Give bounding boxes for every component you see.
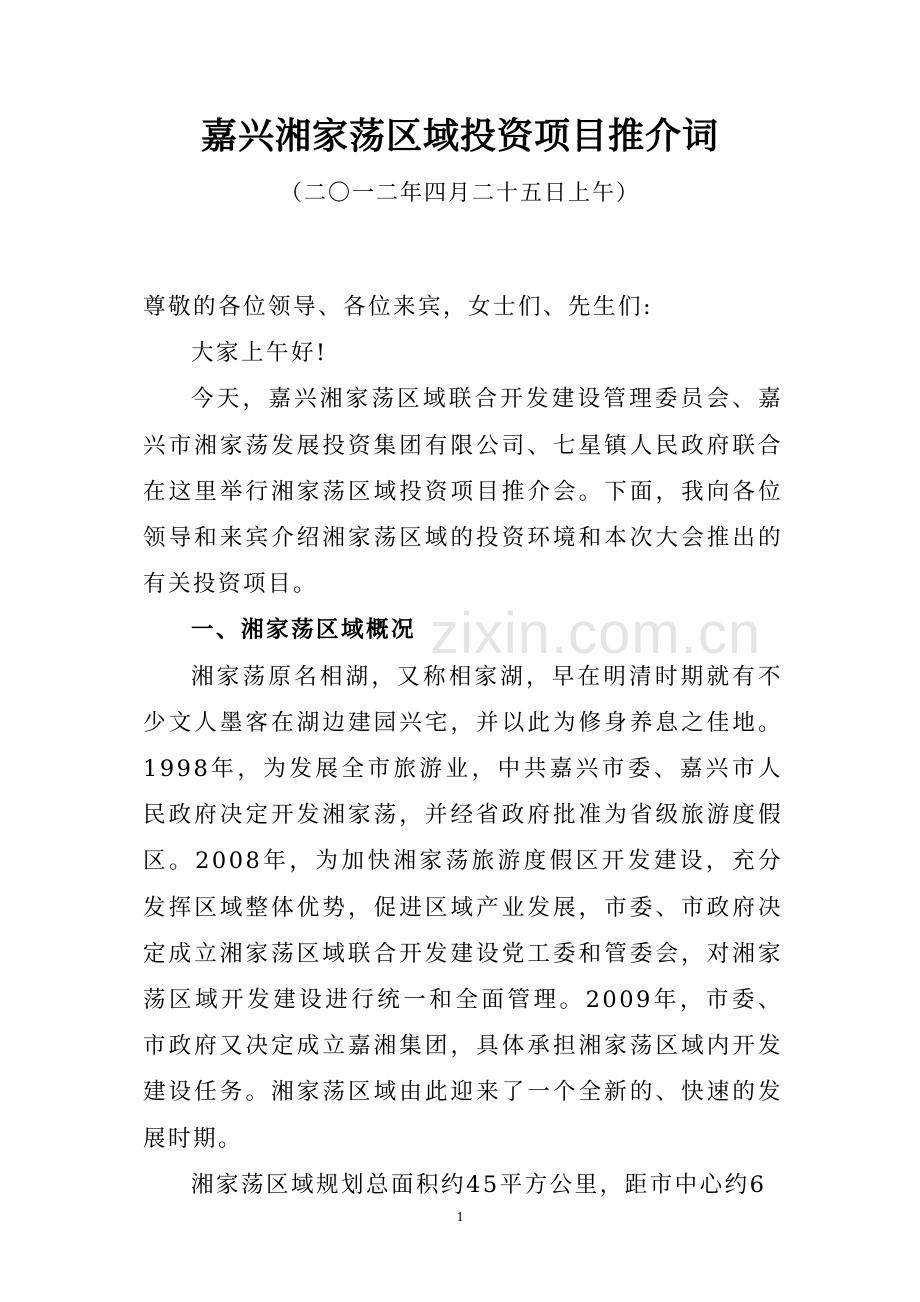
page-number: 1	[456, 1210, 464, 1225]
section-paragraph: 湘家荡原名相湖，又称相家湖，早在明清时期就有不少文人墨客在湖边建园兴宅，并以此为修身养息之佳地。1998年，为发展全市旅游业，中共嘉兴市委、嘉兴市人民政府决定开发湘家荡，并经省政府批准为省级旅游度假区。2008年，为加快湘家荡旅游度假区开发建设，充分发挥区域整体优势，促进区域产业发展，市委、市政府决定成立湘家荡区域联合开发建设党工委和管委会，对湘家荡区域开发建设进行统一和全面管理。2009年，市委、市政府又决定成立嘉湘集团，具体承担湘家荡区域内开发建设任务。湘家荡区域由此迎来了一个全新的、快速的发展时期。	[143, 663, 783, 1152]
watermark: zixin.com.cn	[430, 601, 762, 666]
document-title: 嘉兴湘家荡区域投资项目推介词	[200, 116, 719, 157]
section-paragraph: 湘家荡区域规划总面积约45平方公里，距市中心约6	[191, 1171, 767, 1198]
document-body	[143, 284, 783, 1208]
intro-paragraph: 今天，嘉兴湘家荡区域联合开发建设管理委员会、嘉兴市湘家荡发展投资集团有限公司、七星镇人民政府联合在这里举行湘家荡区域投资项目推介会。下面，我向各位领导和来宾介绍湘家荡区域的投资环境和本次大会推出的有关投资项目。	[143, 386, 783, 598]
section-heading: 一、湘家荡区域概况	[191, 617, 417, 644]
salutation: 尊敬的各位领导、各位来宾，女士们、先生们:	[143, 294, 654, 320]
document-date: （二〇一二年四月二十五日上午）	[279, 181, 640, 206]
greeting: 大家上午好!	[191, 340, 328, 367]
